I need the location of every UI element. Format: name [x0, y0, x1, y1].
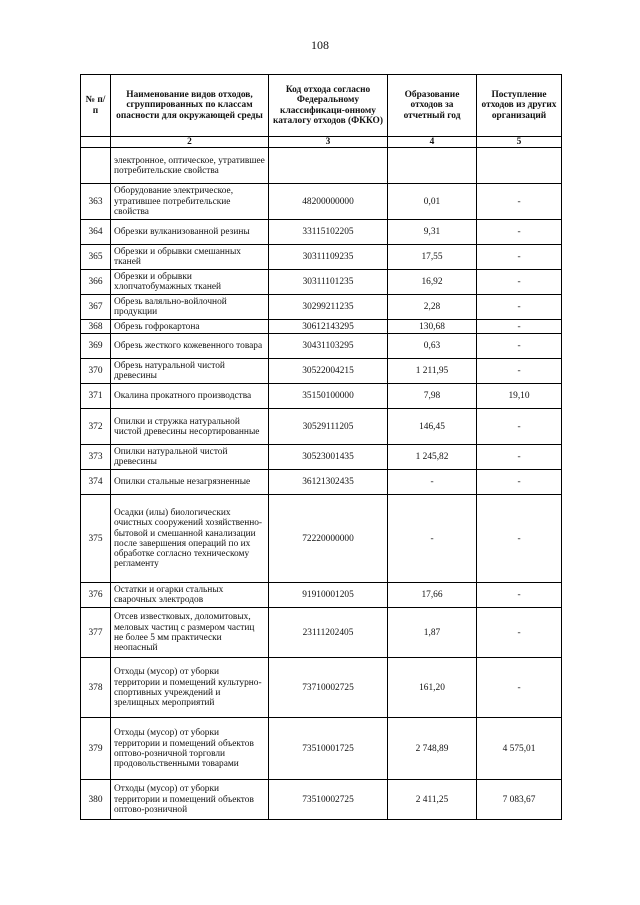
fkko-code: 72220000000 — [269, 495, 388, 583]
waste-name: Опилки натуральной чистой древесины — [111, 445, 269, 470]
received-amount: - — [477, 334, 562, 359]
row-number: 366 — [81, 270, 111, 295]
table-row — [81, 780, 562, 820]
waste-name: Обрезь гофрокартона — [111, 320, 269, 334]
row-number: 368 — [81, 320, 111, 334]
column-index: 2 — [111, 137, 269, 148]
table-row — [81, 270, 562, 295]
waste-name: электронное, оптическое, утратившее потребительские свойства — [111, 148, 269, 184]
received-amount: - — [477, 184, 562, 220]
generated-amount: 146,45 — [388, 409, 477, 445]
table-row — [81, 245, 562, 270]
fkko-code: 36121302435 — [269, 470, 388, 495]
column-index: 3 — [269, 137, 388, 148]
waste-name: Обрезки и обрывки хлопчатобумажных тканей — [111, 270, 269, 295]
table-row — [81, 384, 562, 409]
row-number: 371 — [81, 384, 111, 409]
fkko-code: 73510001725 — [269, 718, 388, 780]
page-number: 108 — [311, 38, 329, 52]
received-amount: 4 575,01 — [477, 718, 562, 780]
table-row — [81, 658, 562, 718]
row-number: 364 — [81, 220, 111, 245]
table-row — [81, 295, 562, 320]
table-row — [81, 445, 562, 470]
fkko-code: 73510002725 — [269, 780, 388, 820]
received-amount: - — [477, 270, 562, 295]
fkko-code: 30522004215 — [269, 359, 388, 384]
waste-name: Обрезь валяльно-войлочной продукции — [111, 295, 269, 320]
row-number: 372 — [81, 409, 111, 445]
table-row — [81, 409, 562, 445]
fkko-code: 23111202405 — [269, 608, 388, 658]
generated-amount: 9,31 — [388, 220, 477, 245]
generated-amount: 17,55 — [388, 245, 477, 270]
received-amount: - — [477, 409, 562, 445]
table-row — [81, 148, 562, 184]
header-name: Наименование видов отходов, сгруппированных по классам опасности для окружающей среды — [111, 75, 269, 137]
column-index-blank — [81, 137, 111, 148]
table-row — [81, 608, 562, 658]
waste-name: Отходы (мусор) от уборки территории и помещений культурно-спортивных учреждений и зрелищных мероприятий — [111, 658, 269, 718]
fkko-code: 30311101235 — [269, 270, 388, 295]
row-number: 378 — [81, 658, 111, 718]
waste-name: Отходы (мусор) от уборки территории и помещений объектов оптово-розничной торговли продовольственными товарами — [111, 718, 269, 780]
waste-name: Обрезки вулканизованной резины — [111, 220, 269, 245]
row-number: 375 — [81, 495, 111, 583]
row-number: 379 — [81, 718, 111, 780]
fkko-code: 73710002725 — [269, 658, 388, 718]
fkko-code: 30529111205 — [269, 409, 388, 445]
received-amount: - — [477, 245, 562, 270]
row-number: 380 — [81, 780, 111, 820]
fkko-code: 30612143295 — [269, 320, 388, 334]
row-number: 374 — [81, 470, 111, 495]
row-number: 363 — [81, 184, 111, 220]
waste-name: Обрезь натуральной чистой древесины — [111, 359, 269, 384]
generated-amount: 1,87 — [388, 608, 477, 658]
generated-amount: - — [388, 470, 477, 495]
received-amount: - — [477, 445, 562, 470]
row-number: 365 — [81, 245, 111, 270]
waste-name: Обрезь жесткого кожевенного товара — [111, 334, 269, 359]
header-received: Поступление отходов из других организаций — [477, 75, 562, 137]
received-amount — [477, 148, 562, 184]
generated-amount: 7,98 — [388, 384, 477, 409]
received-amount: - — [477, 583, 562, 608]
table-row — [81, 495, 562, 583]
table-row — [81, 718, 562, 780]
received-amount: 7 083,67 — [477, 780, 562, 820]
generated-amount: 2 411,25 — [388, 780, 477, 820]
fkko-code: 35150100000 — [269, 384, 388, 409]
received-amount: - — [477, 320, 562, 334]
received-amount: 19,10 — [477, 384, 562, 409]
fkko-code: 48200000000 — [269, 184, 388, 220]
header-code: Код отхода согласно Федеральному классификаци-онному каталогу отходов (ФККО) — [269, 75, 388, 137]
fkko-code: 30299211235 — [269, 295, 388, 320]
generated-amount: 1 245,82 — [388, 445, 477, 470]
generated-amount: 16,92 — [388, 270, 477, 295]
generated-amount: 2 748,89 — [388, 718, 477, 780]
row-number: 369 — [81, 334, 111, 359]
fkko-code — [269, 148, 388, 184]
column-index: 4 — [388, 137, 477, 148]
table-row — [81, 184, 562, 220]
waste-name: Осадки (илы) биологических очистных сооружений хозяйственно-бытовой и смешанной канализации после завершения операций по их обработке согласно техническому регламенту — [111, 495, 269, 583]
fkko-code: 33115102205 — [269, 220, 388, 245]
header-generated: Образование отходов за отчетный год — [388, 75, 477, 137]
row-number: 373 — [81, 445, 111, 470]
waste-name: Окалина прокатного производства — [111, 384, 269, 409]
table-row — [81, 320, 562, 334]
received-amount: - — [477, 359, 562, 384]
waste-name: Отсев известковых, доломитовых, меловых частиц с размером частиц не более 5 мм практически неопасный — [111, 608, 269, 658]
received-amount: - — [477, 470, 562, 495]
received-amount: - — [477, 495, 562, 583]
table-row — [81, 583, 562, 608]
header-row — [81, 75, 562, 137]
fkko-code: 91910001205 — [269, 583, 388, 608]
table-row — [81, 470, 562, 495]
waste-name: Остатки и огарки стальных сварочных электродов — [111, 583, 269, 608]
fkko-code: 30431103295 — [269, 334, 388, 359]
generated-amount: 161,20 — [388, 658, 477, 718]
table-row — [81, 220, 562, 245]
generated-amount: 17,66 — [388, 583, 477, 608]
received-amount: - — [477, 220, 562, 245]
generated-amount: 0,63 — [388, 334, 477, 359]
table-row — [81, 334, 562, 359]
column-index: 5 — [477, 137, 562, 148]
generated-amount: 0,01 — [388, 184, 477, 220]
generated-amount: 1 211,95 — [388, 359, 477, 384]
fkko-code: 30311109235 — [269, 245, 388, 270]
generated-amount: 2,28 — [388, 295, 477, 320]
column-index-row — [81, 137, 562, 148]
row-number: 376 — [81, 583, 111, 608]
waste-name: Обрезки и обрывки смешанных тканей — [111, 245, 269, 270]
waste-name: Оборудование электрическое, утратившее потребительские свойства — [111, 184, 269, 220]
row-number: 367 — [81, 295, 111, 320]
fkko-code: 30523001435 — [269, 445, 388, 470]
table-row — [81, 359, 562, 384]
received-amount: - — [477, 295, 562, 320]
waste-name: Отходы (мусор) от уборки территории и помещений объектов оптово-розничной — [111, 780, 269, 820]
generated-amount — [388, 148, 477, 184]
row-number: 377 — [81, 608, 111, 658]
waste-name: Опилки стальные незагрязненные — [111, 470, 269, 495]
generated-amount: - — [388, 495, 477, 583]
header-num: № п/п — [81, 75, 111, 137]
row-number: 370 — [81, 359, 111, 384]
waste-name: Опилки и стружка натуральной чистой древесины несортированные — [111, 409, 269, 445]
received-amount: - — [477, 608, 562, 658]
received-amount: - — [477, 658, 562, 718]
row-number — [81, 148, 111, 184]
waste-table — [80, 74, 562, 820]
generated-amount: 130,68 — [388, 320, 477, 334]
